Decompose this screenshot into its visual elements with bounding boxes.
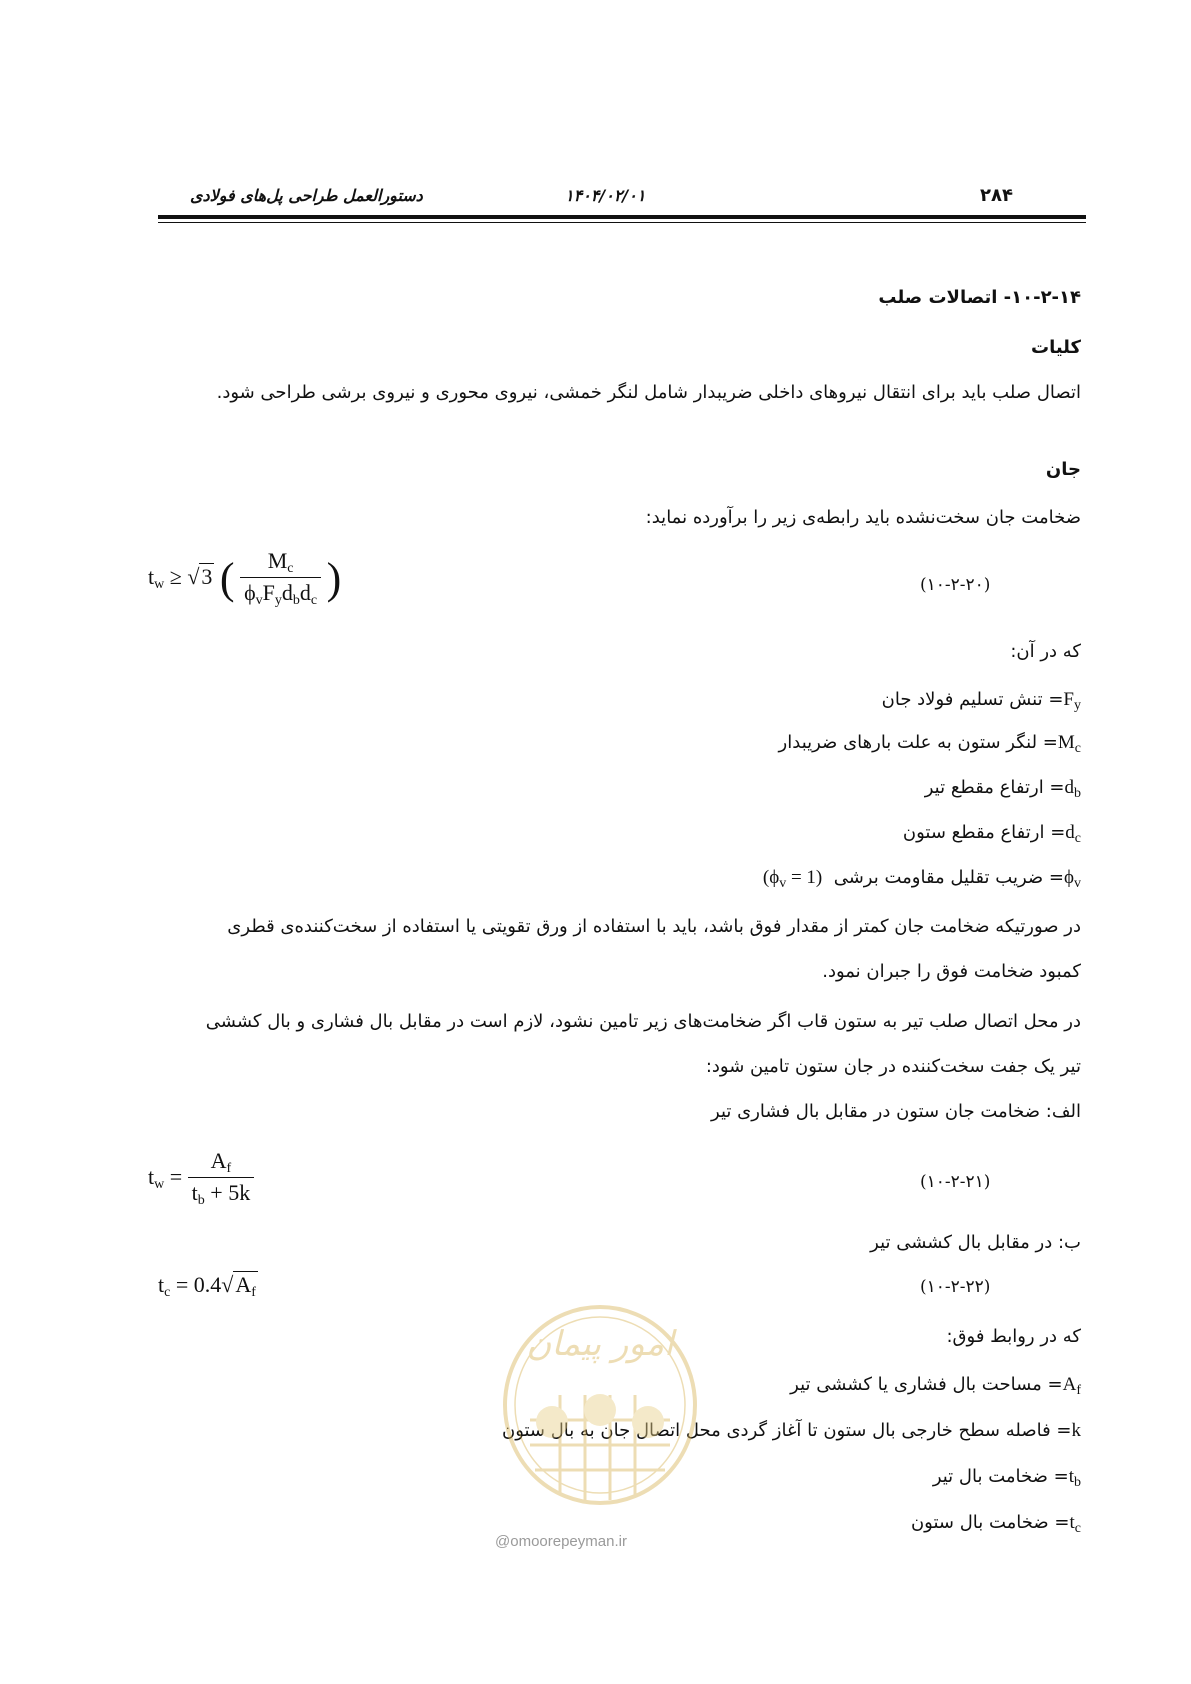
general-text: اتصال صلب باید برای انتقال نیروهای داخلی ضریبدار شامل لنگر خمشی، نیروی محوری و نیروی برشی طراحی شود. <box>216 382 1081 403</box>
equation-tension-flange: $t_c = 0.4√A_f$ <box>158 1272 256 1300</box>
definition-item: = ارتفاع مقطع ستونd$_c$ <box>902 822 1081 846</box>
web-text: ضخامت جان سخت‌نشده باید رابطه‌ی زیر را برآورده نماید: <box>645 507 1081 528</box>
watermark-logo <box>490 1300 710 1510</box>
paragraph-line: در محل اتصال صلب تیر به ستون قاب اگر ضخامت‌های زیر تامین نشود، لازم است در مقابل بال فشاری و بال کششی <box>205 1011 1081 1032</box>
page-number: ۲۸۴ <box>980 185 1013 206</box>
header-date: ۱۴۰۴/۰۲/۰۱ <box>565 186 646 205</box>
equation-number: (۱۰-۲-۲۰) <box>920 575 991 595</box>
where-intro: که در روابط فوق: <box>946 1326 1081 1347</box>
general-heading: کلیات <box>1030 337 1081 358</box>
definition-item: = ضخامت بال ستونt$_c$ <box>910 1512 1081 1536</box>
watermark-logo-text: امور پیمان <box>526 1324 674 1364</box>
paragraph-line: کمبود ضخامت فوق را جبران نمود. <box>822 961 1081 982</box>
equation-web-thickness: $t_w \ge √3$ ( $\frac{M_c}{\phi_vF_yd_bd_c}$ ) <box>148 548 342 608</box>
watermark-text: @omoorepeyman.ir <box>495 1533 627 1550</box>
header-rule <box>158 215 1086 219</box>
definition-item: = لنگر ستون به علت بارهای ضریبدارM$_c$ <box>778 732 1081 756</box>
section-heading: ۱۰-۲-۱۴- اتصالات صلب <box>878 287 1081 308</box>
equation-compression-flange: $t_w$ = $\frac{A_f}{t_b + 5k}$ <box>148 1148 254 1209</box>
definition-item: = ضخامت بال تیرt$_b$ <box>932 1466 1081 1490</box>
equation-number: (۱۰-۲-۲۱) <box>920 1172 991 1192</box>
definition-item: $(\phi_v = 1)$ = ضریب تقلیل مقاومت برشیϕ$_v$ <box>762 867 1081 891</box>
header-title: دستورالعمل طراحی پل‌های فولادی <box>190 186 423 205</box>
where-intro: که در آن: <box>1010 641 1081 662</box>
header-rule-thin <box>158 222 1086 223</box>
definition-item: = ارتفاع مقطع تیرd$_b$ <box>924 777 1081 801</box>
definition-item: = مساحت بال فشاری یا کششی تیرA$_f$ <box>790 1374 1081 1398</box>
paragraph-line: الف: ضخامت جان ستون در مقابل بال فشاری تیر <box>711 1101 1081 1122</box>
equation-number: (۱۰-۲-۲۲) <box>920 1277 991 1297</box>
definition-item: = تنش تسلیم فولاد جانF$_y$ <box>881 689 1081 713</box>
paragraph-line: ب: در مقابل بال کششی تیر <box>870 1232 1081 1253</box>
web-heading: جان <box>1045 459 1081 480</box>
definition-item: = فاصله سطح خارجی بال ستون تا آغاز گردی محل اتصال جان به بال ستونk <box>501 1420 1081 1441</box>
paragraph-line: در صورتیکه ضخامت جان کمتر از مقدار فوق باشد، باید با استفاده از ورق تقویتی یا استفاده از سخت‌کننده‌ی قطری <box>227 916 1081 937</box>
paragraph-line: تیر یک جفت سخت‌کننده در جان ستون تامین شود: <box>705 1056 1081 1077</box>
